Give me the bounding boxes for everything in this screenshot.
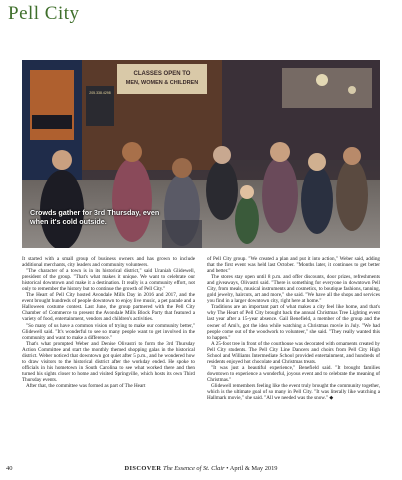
end-mark-icon: ◆ xyxy=(329,396,334,402)
article-column-1 xyxy=(22,256,195,461)
photo-caption: Crowds gather for 3rd Thursday, even when it's cold outside. xyxy=(30,208,160,226)
footer-masthead xyxy=(0,465,402,472)
paragraph: After that, the committee was formed as part of The Heart xyxy=(26,382,146,389)
paragraph: That's what prompted Weber and Denise Olivastri to form the 3rd Thursday Action Committee and start the monthly themed shopping galas in the historical district. Weber noticed that downtown got quiet after 5 p.m., and he wondered how to draw visitors to the historical district after the workday ended. He spoke to officials in his hometown in South Carolina to see what worked there and then turned his sights closer to home and visited Springville, which hosts its own Third Thursday events. xyxy=(22,340,195,383)
paragraph: It started with a small group of business owners and has grown to include additional merchants, city leaders and community volunteers. xyxy=(22,256,195,269)
paragraph: Traditions are an important part of what makes a city feel like home, and that's why The Heart of Pell City brought back the annual Christmas Tree Lighting event last year after a 15-year absence. Gail Benefield, a member of the group and the owner of Ami's, got the idea while watching a Christmas movie in July. "We had people come out of the woodwork to volunteer," she said. "They really wanted this to happen." xyxy=(207,304,380,341)
footer-separator: • xyxy=(226,465,229,472)
section-title: Pell City xyxy=(8,3,80,24)
footer-issue: April & May 2019 xyxy=(229,465,278,472)
footer-brand: DISCOVER xyxy=(124,465,162,472)
feature-photo xyxy=(22,60,380,248)
window-number: 205.338.4298 xyxy=(89,91,111,95)
article-body xyxy=(22,256,380,461)
paragraph-last xyxy=(207,383,380,402)
article-column-2 xyxy=(207,256,380,461)
paragraph: "So many of us have a common vision of trying to make our community better," Glidewell said. "It's wonderful to see so many people want to get involved in the community and want to make a difference." xyxy=(22,322,195,341)
page-footer xyxy=(0,462,402,480)
sign-text-line2: MEN, WOMEN & CHILDREN xyxy=(125,80,199,86)
paragraph: A 25-foot tree in front of the courthouse was decorated with ornaments created by Pell City students. The Pell City Line Dancers and choirs from Pell City High School and Williams Intermediate School provided entertainment, and hundreds of residents enjoyed hot chocolate and Christmas treats. xyxy=(207,340,380,365)
paragraph: "It was just a beautiful experience," Benefield said. "It brought families downtown to experience a wonderful, joyous event and to celebrate the meaning of Christmas." xyxy=(207,364,380,383)
paragraph: of Pell City group. "We created a plan and put it into action," Weber said, adding that the first event was held last October. "Months later, it continues to get better and better." xyxy=(207,256,380,275)
page-number: 40 xyxy=(6,465,13,472)
sign-text-line1: CLASSES OPEN TO xyxy=(133,71,191,77)
paragraph: The stores stay open until 8 p.m. and offer discounts, door prizes, refreshments and giveaways, Olivastri said. "There is something for everyone in downtown Pell City, from meals, musical instruments and cosmetics, to boutique fashions, tanning, gold jewelry, haircuts, art and more," she said. "We have all the shops and services you find in a larger downtown city, right here at home." xyxy=(207,274,380,305)
paragraph-text: Glidewell remembers feeling like the event truly brought the community together, which is the ultimate goal of so many in Pell City. "It was literally like watching a Hallmark movie," she said. "All we needed was the snow." xyxy=(207,382,380,402)
paragraph: The Heart of Pell City hosted Avondale Mills Day in 2016 and 2017, and the event brought hundreds of people downtown to enjoy live music, a pet parade and a Halloween costume contest. Last June, the group partnered with the Pell City Chamber of Commerce to present the Avondale Mills Block Party that featured a variety of food, entertainment, vendors and children's activities. xyxy=(22,292,195,323)
footer-tagline: The Essence of St. Clair xyxy=(163,465,225,472)
paragraph: "The character of a town is in its historical district," said Uraniah Glidewell, president of the group. "That's what makes it unique. We want to celebrate our historical downtown and make it a destination. It really is a community effort, not only to remember the history but to continue the growth of Pell City." xyxy=(22,268,195,293)
